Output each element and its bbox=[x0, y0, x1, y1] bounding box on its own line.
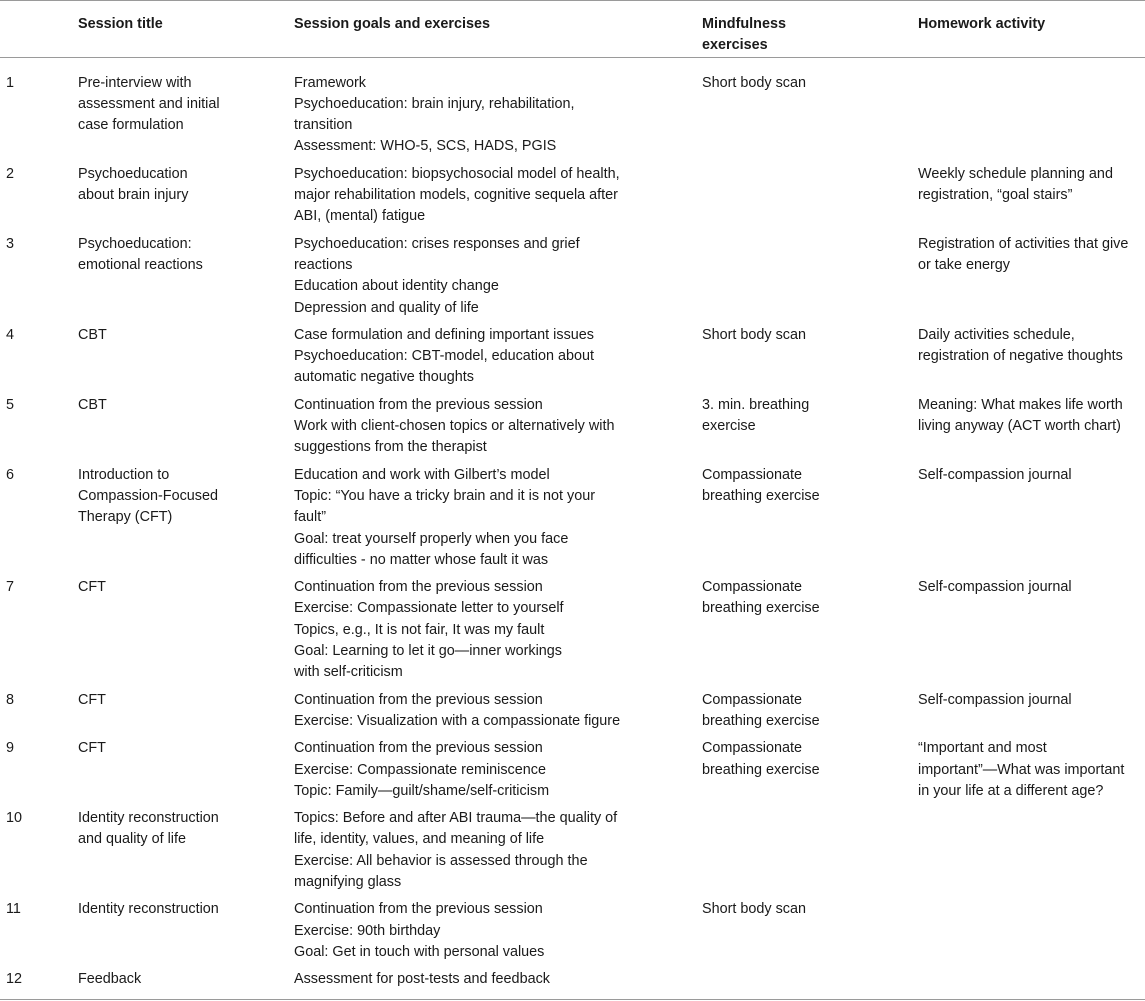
cell-session-title bbox=[78, 319, 294, 389]
cell-homework-line: living anyway (ACT worth chart) bbox=[918, 418, 1121, 435]
table-header bbox=[0, 1, 1145, 58]
cell-homework-line: Daily activities schedule, bbox=[918, 326, 1075, 343]
cell-session-number: 7 bbox=[6, 579, 15, 596]
cell-homework bbox=[918, 57, 1145, 158]
cell-session-goals-line: Topics: Before and after ABI trauma—the quality of bbox=[294, 810, 618, 827]
cell-session-goals bbox=[294, 963, 702, 1000]
cell-mindfulness bbox=[702, 228, 918, 319]
table-body bbox=[0, 57, 1145, 1000]
cell-session-number: 11 bbox=[6, 901, 21, 918]
table-row bbox=[0, 893, 1145, 963]
cell-session-title-line: CFT bbox=[78, 740, 106, 757]
table-row bbox=[0, 389, 1145, 459]
cell-session-title-line: Pre-interview with bbox=[78, 74, 192, 91]
cell-session-title-line: about brain injury bbox=[78, 187, 189, 204]
cell-session-goals bbox=[294, 158, 702, 228]
cell-session-title-line: Psychoeducation bbox=[78, 165, 188, 182]
cell-session-goals-line: magnifying glass bbox=[294, 873, 402, 890]
table-row bbox=[0, 319, 1145, 389]
cell-homework bbox=[918, 732, 1145, 802]
cell-session-title-line: CFT bbox=[78, 579, 106, 596]
cell-mindfulness bbox=[702, 459, 918, 571]
cell-homework-line: important”—What was important bbox=[918, 761, 1125, 778]
cell-session-goals-line: Education and work with Gilbert’s model bbox=[294, 466, 550, 483]
cell-mindfulness bbox=[702, 802, 918, 893]
cell-session-goals-line: Continuation from the previous session bbox=[294, 691, 543, 708]
cell-mindfulness-line: Short body scan bbox=[702, 326, 806, 343]
cell-homework-line: Weekly schedule planning and bbox=[918, 165, 1113, 182]
cell-session-title-line: Psychoeducation: bbox=[78, 235, 192, 252]
cell-mindfulness bbox=[702, 963, 918, 1000]
cell-session-goals-line: Exercise: Compassionate reminiscence bbox=[294, 761, 546, 778]
cell-session-title bbox=[78, 571, 294, 683]
cell-session-goals-line: ABI, (mental) fatigue bbox=[294, 208, 426, 225]
cell-mindfulness bbox=[702, 389, 918, 459]
cell-session-title-line: Identity reconstruction bbox=[78, 810, 219, 827]
cell-homework-line: or take energy bbox=[918, 256, 1010, 273]
cell-session-goals bbox=[294, 802, 702, 893]
header-mindfulness bbox=[702, 1, 918, 58]
cell-session-goals-line: suggestions from the therapist bbox=[294, 439, 487, 456]
cell-session-number: 10 bbox=[6, 810, 23, 827]
cell-session-number: 6 bbox=[6, 466, 15, 483]
cell-session-goals-line: Continuation from the previous session bbox=[294, 901, 543, 918]
cell-mindfulness-line: breathing exercise bbox=[702, 712, 820, 729]
cell-homework bbox=[918, 802, 1145, 893]
cell-session-goals-line: Goal: Learning to let it go—inner workings bbox=[294, 643, 562, 660]
cell-homework-line: registration, “goal stairs” bbox=[918, 187, 1073, 204]
cell-session-number: 3 bbox=[6, 235, 15, 252]
cell-mindfulness-line: Compassionate bbox=[702, 579, 802, 596]
cell-mindfulness-line: Short body scan bbox=[702, 74, 806, 91]
cell-session-title-line: case formulation bbox=[78, 117, 184, 134]
cell-mindfulness-line: 3. min. breathing bbox=[702, 396, 810, 413]
cell-session-goals-line: with self-criticism bbox=[294, 664, 403, 681]
header-session-title: Session title bbox=[78, 16, 163, 32]
cell-session-number: 12 bbox=[6, 971, 23, 988]
cell-session-goals bbox=[294, 57, 702, 158]
cell-session-goals-line: Assessment for post-tests and feedback bbox=[294, 971, 550, 988]
cell-session-goals-line: Education about identity change bbox=[294, 278, 499, 295]
cell-mindfulness-line: Compassionate bbox=[702, 691, 802, 708]
cell-session-title-line: Compassion-Focused bbox=[78, 487, 218, 504]
cell-session-goals-line: transition bbox=[294, 117, 353, 134]
cell-session-goals bbox=[294, 732, 702, 802]
cell-mindfulness bbox=[702, 684, 918, 733]
cell-session-title-line: Therapy (CFT) bbox=[78, 509, 173, 526]
cell-homework bbox=[918, 963, 1145, 1000]
cell-homework-line: Registration of activities that give bbox=[918, 235, 1129, 252]
cell-session-title bbox=[78, 459, 294, 571]
cell-session-goals bbox=[294, 228, 702, 319]
cell-session-goals-line: Goal: Get in touch with personal values bbox=[294, 943, 545, 960]
cell-session-title-line: CBT bbox=[78, 326, 107, 343]
cell-session-goals-line: Continuation from the previous session bbox=[294, 579, 543, 596]
table-row bbox=[0, 571, 1145, 683]
cell-session-goals-line: Exercise: All behavior is assessed through the bbox=[294, 852, 588, 869]
cell-homework bbox=[918, 459, 1145, 571]
cell-session-title-line: CFT bbox=[78, 691, 106, 708]
cell-session-title-line: and quality of life bbox=[78, 831, 187, 848]
cell-homework bbox=[918, 893, 1145, 963]
header-mindfulness-line: Mindfulness bbox=[702, 16, 786, 32]
cell-session-number: 5 bbox=[6, 396, 15, 413]
cell-homework-line: in your life at a different age? bbox=[918, 782, 1104, 799]
cell-mindfulness-line: breathing exercise bbox=[702, 761, 820, 778]
cell-session-goals-line: Exercise: 90th birthday bbox=[294, 922, 441, 939]
header-mindfulness-line: exercises bbox=[702, 37, 768, 54]
cell-homework-line: Self-compassion journal bbox=[918, 691, 1072, 708]
cell-session-goals-line: fault” bbox=[294, 509, 326, 526]
cell-session-goals bbox=[294, 893, 702, 963]
cell-session-goals bbox=[294, 459, 702, 571]
cell-session-title-line: CBT bbox=[78, 396, 107, 413]
cell-session-number: 1 bbox=[6, 74, 15, 91]
cell-mindfulness bbox=[702, 571, 918, 683]
cell-session-title-line: Identity reconstruction bbox=[78, 901, 219, 918]
cell-homework bbox=[918, 228, 1145, 319]
cell-session-goals-line: Topic: Family—guilt/shame/self-criticism bbox=[294, 782, 550, 799]
cell-homework-line: Self-compassion journal bbox=[918, 466, 1072, 483]
table-row bbox=[0, 228, 1145, 319]
cell-session-title bbox=[78, 893, 294, 963]
table-row bbox=[0, 802, 1145, 893]
table-row bbox=[0, 158, 1145, 228]
header-row bbox=[0, 1, 1145, 58]
cell-session-goals-line: Goal: treat yourself properly when you face bbox=[294, 530, 569, 547]
cell-session-goals-line: major rehabilitation models, cognitive sequela after bbox=[294, 187, 618, 204]
cell-session-goals bbox=[294, 684, 702, 733]
table-row bbox=[0, 963, 1145, 1000]
cell-session-goals-line: Topic: “You have a tricky brain and it is not your bbox=[294, 487, 596, 504]
table-row bbox=[0, 459, 1145, 571]
cell-mindfulness bbox=[702, 732, 918, 802]
cell-session-goals-line: Exercise: Compassionate letter to yourself bbox=[294, 600, 564, 617]
cell-mindfulness-line: exercise bbox=[702, 418, 756, 435]
cell-session-title-line: Feedback bbox=[78, 971, 142, 988]
cell-session-goals-line: Topics, e.g., It is not fair, It was my fault bbox=[294, 621, 545, 638]
cell-session-goals-line: reactions bbox=[294, 256, 353, 273]
header-session-goals: Session goals and exercises bbox=[294, 16, 490, 32]
cell-homework bbox=[918, 684, 1145, 733]
cell-session-goals-line: Work with client-chosen topics or alternatively with bbox=[294, 418, 615, 435]
header-session-number bbox=[0, 1, 78, 58]
cell-session-goals-line: Depression and quality of life bbox=[294, 299, 479, 316]
cell-session-title bbox=[78, 684, 294, 733]
cell-homework-line: Self-compassion journal bbox=[918, 579, 1072, 596]
cell-session-title bbox=[78, 57, 294, 158]
cell-mindfulness-line: breathing exercise bbox=[702, 487, 820, 504]
cell-session-goals bbox=[294, 319, 702, 389]
cell-session-goals bbox=[294, 389, 702, 459]
cell-homework bbox=[918, 389, 1145, 459]
cell-session-number: 9 bbox=[6, 740, 15, 757]
cell-session-goals-line: Case formulation and defining important issues bbox=[294, 326, 594, 343]
table-row bbox=[0, 684, 1145, 733]
cell-session-title bbox=[78, 228, 294, 319]
cell-session-goals-line: difficulties - no matter whose fault it was bbox=[294, 551, 549, 568]
cell-session-goals-line: Psychoeducation: crises responses and grief bbox=[294, 235, 580, 252]
cell-homework-line: registration of negative thoughts bbox=[918, 348, 1123, 365]
cell-mindfulness bbox=[702, 319, 918, 389]
cell-session-title bbox=[78, 389, 294, 459]
cell-homework bbox=[918, 319, 1145, 389]
cell-session-goals-line: Psychoeducation: brain injury, rehabilitation, bbox=[294, 95, 575, 112]
cell-mindfulness bbox=[702, 893, 918, 963]
cell-mindfulness bbox=[702, 57, 918, 158]
cell-session-goals bbox=[294, 571, 702, 683]
cell-homework-line: Meaning: What makes life worth bbox=[918, 396, 1123, 413]
cell-mindfulness-line: Compassionate bbox=[702, 466, 802, 483]
cell-session-title-line: emotional reactions bbox=[78, 256, 203, 273]
cell-homework-line: “Important and most bbox=[918, 740, 1047, 757]
cell-session-title-line: Introduction to bbox=[78, 466, 170, 483]
cell-mindfulness bbox=[702, 158, 918, 228]
cell-session-goals-line: Continuation from the previous session bbox=[294, 396, 543, 413]
cell-session-goals-line: Exercise: Visualization with a compassionate figure bbox=[294, 712, 621, 729]
cell-session-goals-line: Psychoeducation: biopsychosocial model of health, bbox=[294, 165, 620, 182]
cell-session-goals-line: Continuation from the previous session bbox=[294, 740, 543, 757]
cell-session-title bbox=[78, 802, 294, 893]
cell-session-title bbox=[78, 158, 294, 228]
cell-homework bbox=[918, 571, 1145, 683]
cell-session-number: 2 bbox=[6, 165, 15, 182]
cell-mindfulness-line: Short body scan bbox=[702, 901, 806, 918]
cell-session-goals-line: Psychoeducation: CBT-model, education about bbox=[294, 348, 594, 365]
cell-session-number: 4 bbox=[6, 326, 15, 343]
cell-mindfulness-line: Compassionate bbox=[702, 740, 802, 757]
cell-session-title bbox=[78, 963, 294, 1000]
cell-session-number: 8 bbox=[6, 691, 15, 708]
cell-session-goals-line: life, identity, values, and meaning of life bbox=[294, 831, 545, 848]
cell-session-goals-line: automatic negative thoughts bbox=[294, 369, 475, 386]
table-row bbox=[0, 732, 1145, 802]
cell-session-title bbox=[78, 732, 294, 802]
cell-mindfulness-line: breathing exercise bbox=[702, 600, 820, 617]
table-row bbox=[0, 57, 1145, 158]
cell-homework bbox=[918, 158, 1145, 228]
header-homework: Homework activity bbox=[918, 16, 1046, 32]
cell-session-title-line: assessment and initial bbox=[78, 95, 220, 112]
cell-session-goals-line: Framework bbox=[294, 74, 366, 91]
cell-session-goals-line: Assessment: WHO-5, SCS, HADS, PGIS bbox=[294, 138, 557, 155]
